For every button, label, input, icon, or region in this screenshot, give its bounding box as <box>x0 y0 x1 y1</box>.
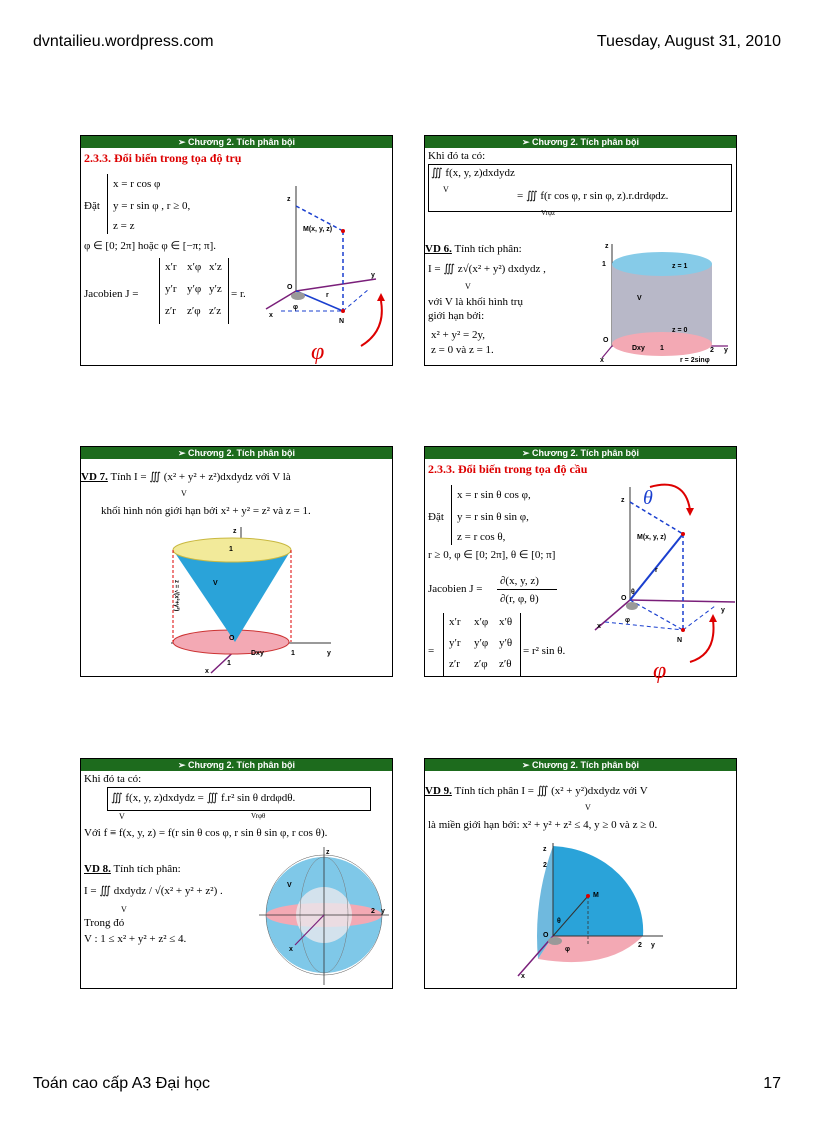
fig-m-label: M(x, y, z) <box>303 226 333 233</box>
formula-lhs: ∭ f(x, y, z)dxdydz <box>431 167 515 179</box>
cylindrical-figure <box>269 181 391 365</box>
slide-1 <box>80 135 393 366</box>
intro-text: Khi đó ta có: <box>84 773 142 785</box>
formula-sub-1: V <box>119 812 125 821</box>
integral-I: I = ∭ dxdydz / √(x² + y² + z²) . <box>84 885 223 897</box>
fig-phi-label: φ <box>565 946 571 953</box>
slide-2 <box>424 135 737 366</box>
integral-I: I = ∭ z√(x² + y²) dxdydz , <box>428 263 546 275</box>
fig-one-label: 1 <box>602 261 606 268</box>
vd-text-2: khối hình nón giới hạn bởi x² + y² = z² và z = 1. <box>101 505 311 517</box>
fig-v-label: V <box>213 580 218 587</box>
slide-3 <box>80 446 393 677</box>
jacobian-numerator: ∂(x, y, z) <box>500 575 539 587</box>
fig-x-label: x <box>269 312 273 319</box>
fig-r-label: r = 2sinφ <box>680 357 710 364</box>
fig-theta-label: θ <box>557 918 561 925</box>
fig-z1-label: z = 1 <box>672 263 688 270</box>
fig-o-label: O <box>287 284 293 291</box>
fig-y-label: y <box>381 908 385 915</box>
fig-phi-label: φ <box>625 617 631 624</box>
footer-title: Toán cao cấp A3 Đại học <box>33 1075 211 1092</box>
fig-v-label: V <box>637 295 642 302</box>
slide-4 <box>424 446 737 684</box>
fig-x-label: x <box>597 623 601 630</box>
slide-title: ➢ Chương 2. Tích phân bội <box>81 447 392 459</box>
fig-phi-label: φ <box>293 304 299 311</box>
region-V: V : 1 ≤ x² + y² + z² ≤ 4. <box>84 933 187 945</box>
footer-page-number: 17 <box>763 1075 781 1092</box>
fig-two-label: 2 <box>638 942 642 949</box>
cylinder-figure <box>600 236 735 366</box>
fig-dxy-label: Dxy <box>251 650 264 657</box>
fig-y-label: y <box>371 272 375 279</box>
integral-sub: V <box>585 803 591 812</box>
fig-theta-large: θ <box>643 487 653 509</box>
eq-y: y = r sin φ , r ≥ 0, <box>113 200 191 212</box>
fig-z-label: z <box>621 497 625 504</box>
vd-label: VD 6. <box>425 243 452 255</box>
fig-dxy-label: Dxy <box>632 345 645 352</box>
fig-o-label: O <box>621 595 627 602</box>
fig-m-label: M(x, y, z) <box>637 534 667 541</box>
integral-sub: V <box>121 905 127 914</box>
fig-o-label: O <box>229 635 235 642</box>
fig-o-label: O <box>603 337 609 344</box>
quarter-sphere-figure <box>513 841 663 981</box>
variable-range: r ≥ 0, φ ∈ [0; 2π], θ ∈ [0; π] <box>428 549 556 561</box>
vd-label: VD 8. <box>84 863 111 875</box>
vd-text-2: là miền giới hạn bởi: x² + y² + z² ≤ 4, y ≥ 0 và z ≥ 0. <box>428 819 658 831</box>
with-text: với V là khối hình trụ <box>428 296 523 308</box>
eq-z: z = z <box>113 220 135 232</box>
fig-one-label: 1 <box>229 546 233 553</box>
fig-x-label: x <box>205 668 209 675</box>
slide-title: ➢ Chương 2. Tích phân bội <box>425 136 736 148</box>
vd-text-1: Tính I = ∭ (x² + y² + z²)dxdydz với V là <box>110 471 291 483</box>
fig-y-label: y <box>724 347 728 354</box>
spherical-figure <box>597 482 735 684</box>
phi-range: φ ∈ [0; 2π] hoặc φ ∈ [−π; π]. <box>84 240 217 252</box>
vd-text: Tính tích phân: <box>113 863 181 875</box>
bound-text: giới hạn bởi: <box>428 310 485 322</box>
eq-x: x = r sin θ cos φ, <box>457 489 531 501</box>
fig-cone-eq: z = √(x²+y²) <box>173 580 179 612</box>
fig-n-label: N <box>677 637 683 644</box>
fig-r-label: r <box>655 567 658 574</box>
fig-z-label: z <box>326 849 330 856</box>
fig-two-label: 2 <box>710 347 714 354</box>
sphere-figure <box>259 847 389 987</box>
jacobien-label: Jacobien J = <box>428 583 483 595</box>
fig-v-label: V <box>287 882 292 889</box>
slide-heading: 2.3.3. Đổi biến trong tọa độ trụ <box>84 151 242 165</box>
with-text: Với f ≡ f(x, y, z) = f(r sin θ cos φ, r sin θ sin φ, r cos θ). <box>84 827 328 839</box>
condition-1: x² + y² = 2y, <box>431 329 486 341</box>
formula-rhs: = ∭ f(r cos φ, r sin φ, z).r.drdφdz. <box>517 190 669 202</box>
fig-bigphi-label: φ <box>311 339 325 365</box>
fig-o-label: O <box>543 932 549 939</box>
fig-y-label: y <box>721 607 725 614</box>
fig-y-label: y <box>651 942 655 949</box>
vd-text: Tính tích phân: <box>454 243 522 255</box>
cone-figure <box>151 525 341 675</box>
slide-title: ➢ Chương 2. Tích phân bội <box>81 136 392 148</box>
fig-x-label: x <box>521 973 525 980</box>
fig-z-label: z <box>605 243 609 250</box>
jacobian-matrix: x′r x′φ x′z y′r y′φ y′z z′r z′φ z′z <box>159 258 229 324</box>
fig-m-label: M <box>593 892 599 899</box>
slide-title: ➢ Chương 2. Tích phân bội <box>81 759 392 771</box>
slide-heading: 2.3.3. Đổi biến trong tọa độ cầu <box>428 462 588 476</box>
formula-rhs-sub: Vrφz <box>541 209 556 217</box>
integral-sub: V <box>181 489 187 498</box>
fig-x-label: x <box>289 946 293 953</box>
slide-title: ➢ Chương 2. Tích phân bội <box>425 447 736 459</box>
fig-one-x-label: 1 <box>227 660 231 667</box>
jacobian-matrix: x′r x′φ x′θ y′r y′φ y′θ z′r z′φ z′θ <box>443 613 521 677</box>
fig-z0-label: z = 0 <box>672 327 688 334</box>
condition-2: z = 0 và z = 1. <box>431 344 494 356</box>
jacobian-denominator: ∂(r, φ, θ) <box>500 593 539 605</box>
eq-y: y = r sin θ sin φ, <box>457 511 529 523</box>
integral-sub: V <box>465 282 471 291</box>
fig-r-label: r <box>326 292 329 299</box>
header-site: dvntailieu.wordpress.com <box>33 33 214 50</box>
equals-sign: = <box>428 645 435 657</box>
fig-theta-small: θ <box>631 589 635 596</box>
fig-z-label: z <box>543 846 547 853</box>
fig-bigphi-label: φ <box>653 658 667 684</box>
dat-label: Đặt <box>428 511 444 523</box>
slide-6 <box>424 758 737 989</box>
jacobien-label: Jacobien J = <box>84 288 139 300</box>
vd-label: VD 7. <box>81 471 108 483</box>
formula-lhs-sub: V <box>443 185 449 194</box>
fig-one-y-label: 1 <box>291 650 295 657</box>
fig-z-label: z <box>233 528 237 535</box>
fig-two-label: 2 <box>371 908 375 915</box>
vd-text-1: Tính tích phân I = ∭ (x² + y²)dxdydz với V <box>454 785 648 797</box>
header-date: Tuesday, August 31, 2010 <box>596 33 781 50</box>
eq-z: z = r cos θ, <box>457 531 506 543</box>
slide-title: ➢ Chương 2. Tích phân bội <box>425 759 736 771</box>
formula-text: ∭ f(x, y, z)dxdydz = ∭ f.r² sin θ drdφdθ. <box>111 792 296 804</box>
jacobian-result: = r. <box>231 288 246 300</box>
vd-label: VD 9. <box>425 785 452 797</box>
intro-text: Khi đó ta có: <box>428 150 486 162</box>
jacobian-result: = r² sin θ. <box>523 645 566 657</box>
fig-x-label: x <box>600 357 604 364</box>
fig-z-label: z <box>287 196 291 203</box>
slide-5 <box>80 758 393 989</box>
formula-sub-2: Vrφθ <box>251 812 266 820</box>
fig-y-label: y <box>327 650 331 657</box>
fig-n-label: N <box>339 318 345 325</box>
trong-do: Trong đó <box>84 917 125 929</box>
eq-x: x = r cos φ <box>113 178 161 190</box>
dat-label: Đặt <box>84 200 100 212</box>
fig-two-z-label: 2 <box>543 862 547 869</box>
fig-one-b-label: 1 <box>660 345 664 352</box>
